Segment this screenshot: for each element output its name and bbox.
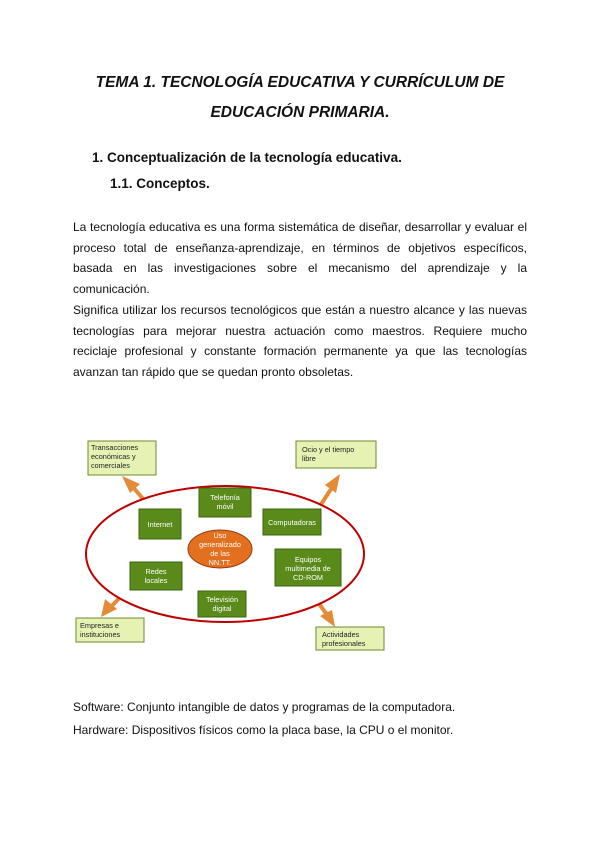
node-internet [139,509,181,539]
ocio-line-2: libre [302,454,316,463]
computadoras-label: Computadoras [268,518,316,527]
telefonia-line-2: móvil [216,502,234,511]
equipos-line-3: CD-ROM [293,573,323,582]
empresas-line-1: Empresas e [80,621,119,630]
paragraph-definition: La tecnología educativa es una forma sistemática de diseñar, desarrollar y evaluar el proceso total de enseñanza-aprendizaje, en términos de objetivos específicos, basada en las investigaciones sobre el mecanismo del aprendizaje y la comunicación. [73,220,527,296]
software-definition: Software: Conjunto intangible de datos y programas de la computadora. [73,700,456,714]
internet-label: Internet [147,520,173,529]
node-telefonia [199,488,251,517]
redes-line-1: Redes [145,567,167,576]
center-line-2: generalizado [199,540,241,549]
node-equipos [275,549,341,586]
center-line-1: Uso [213,531,227,540]
equipos-line-1: Equipos [294,555,322,564]
ocio-line-1: Ocio y el tiempo [302,445,355,454]
node-television [198,591,246,617]
television-line-2: digital [212,604,232,613]
node-redes [130,562,182,590]
section-heading: 1. Conceptualización de la tecnología educativa. [92,150,402,165]
transacciones-line-3: comerciales [91,461,130,470]
transacciones-line-1: Transacciones [91,443,139,452]
node-computadoras [263,509,321,535]
nntt-diagram [70,433,390,651]
center-line-3: de las [210,549,230,558]
actividades-line-1: Actividades [322,630,360,639]
empresas-line-2: instituciones [80,630,121,639]
center-node [188,530,252,568]
node-empresas [76,618,144,642]
node-transacciones [88,441,156,475]
hardware-definition: Hardware: Dispositivos físicos como la placa base, la CPU o el monitor. [73,723,454,737]
page-title-line-2: EDUCACIÓN PRIMARIA. [210,104,390,121]
node-actividades [316,627,384,650]
actividades-line-2: profesionales [322,639,366,648]
redes-line-2: locales [144,576,168,585]
page-title-line-1: TEMA 1. TECNOLOGÍA EDUCATIVA Y CURRÍCULUM DE [95,74,505,91]
equipos-line-2: multimedia de [285,564,331,573]
television-line-1: Televisión [205,595,239,604]
transacciones-line-2: económicas y [91,452,136,461]
telefonia-line-1: Telefonía [210,493,240,502]
center-line-4: NN.TT. [208,558,232,567]
subsection-heading: 1.1. Conceptos. [110,176,210,191]
paragraph-meaning: Significa utilizar los recursos tecnológicos que están a nuestro alcance y las nuevas tecnologías para mejorar nuestra actuación como maestros. Requiere mucho reciclaje profesional y constante formación permanente ya que las tecnologías avanzan tan rápido que se quedan pronto obsoletas. [73,303,527,379]
node-ocio [296,441,376,468]
